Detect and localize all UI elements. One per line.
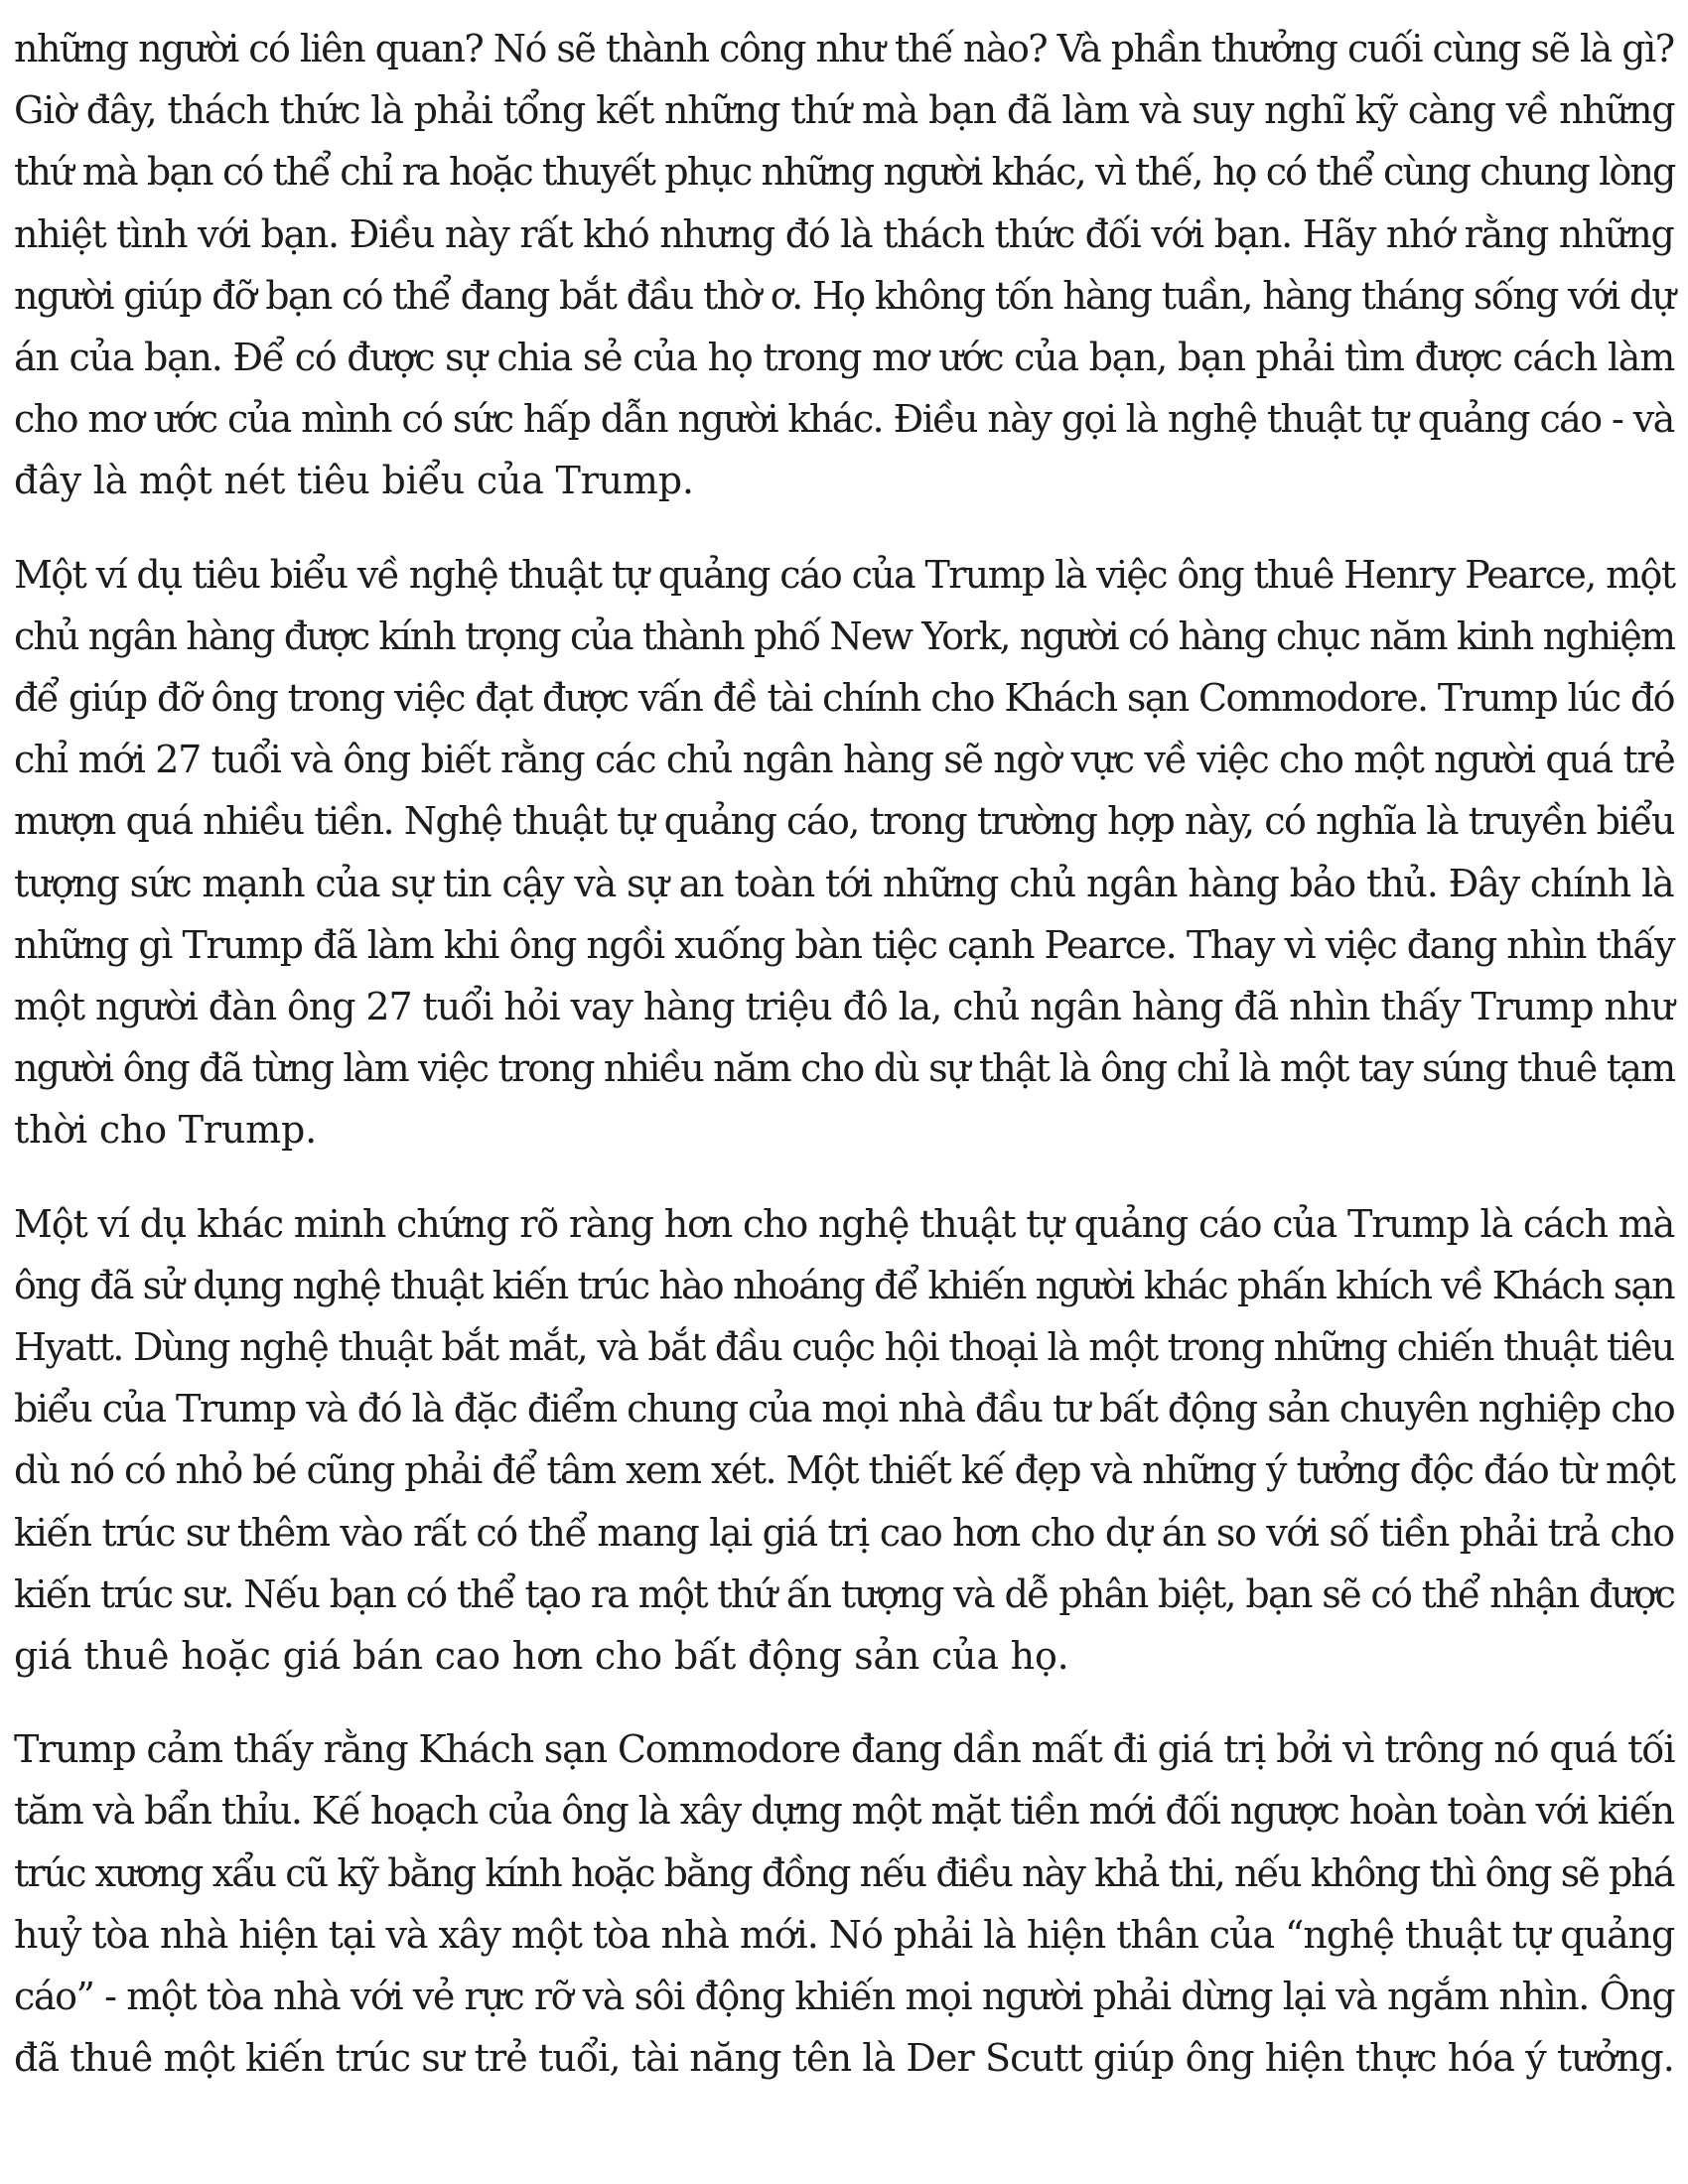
text-line: thời cho Trump.: [14, 1108, 317, 1153]
text-line: biểu của Trump và đó là đặc điểm chung của mọi nhà đầu tư bất động sản chuyên nghiệp cho: [14, 1387, 1675, 1432]
text-line: Giờ đây, thách thức là phải tổng kết những thứ mà bạn đã làm và suy nghĩ kỹ càng về những: [14, 88, 1675, 133]
text-line: những gì Trump đã làm khi ông ngồi xuống bàn tiệc cạnh Pearce. Thay vì việc đang nhìn thấy: [14, 922, 1675, 967]
text-line: người ông đã từng làm việc trong nhiều năm cho dù sự thật là ông chỉ là một tay súng thuê tạm: [14, 1046, 1675, 1091]
text-line: chỉ mới 27 tuổi và ông biết rằng các chủ ngân hàng sẽ ngờ vực về việc cho một người quá trẻ: [14, 738, 1675, 782]
paragraph-1: [14, 18, 1674, 512]
text-line: huỷ tòa nhà hiện tại và xây một tòa nhà mới. Nó phải là hiện thân của “nghệ thuật tự quảng: [14, 1912, 1675, 1957]
paragraph-3: [14, 1193, 1674, 1688]
text-line: trúc xương xẩu cũ kỹ bằng kính hoặc bằng đồng nếu điều này khả thi, nếu không thì ông sẽ phá: [14, 1850, 1674, 1895]
text-line: chủ ngân hàng được kính trọng của thành phố New York, người có hàng chục năm kinh nghiệm: [14, 614, 1675, 658]
text-line: một người đàn ông 27 tuổi hỏi vay hàng triệu đô la, chủ ngân hàng đã nhìn thấy Trump như: [14, 985, 1674, 1029]
paragraph-2: [14, 544, 1674, 1161]
text-line: án của bạn. Để có được sự chia sẻ của họ trong mơ ước của bạn, bạn phải tìm được cách làm: [14, 336, 1675, 380]
text-line: Hyatt. Dùng nghệ thuật bắt mắt, và bắt đầu cuộc hội thoại là một trong những chiến thuật tiêu: [14, 1325, 1674, 1370]
text-line: ông đã sử dụng nghệ thuật kiến trúc hào nhoáng để khiến người khác phấn khích về Khách sạn: [14, 1263, 1674, 1307]
text-line: đây là một nét tiêu biểu của Trump.: [14, 459, 694, 503]
text-line: dù nó có nhỏ bé cũng phải để tâm xem xét. Một thiết kế đẹp và những ý tưởng độc đáo từ một: [14, 1448, 1675, 1493]
text-line: kiến trúc sư thêm vào rất có thể mang lại giá trị cao hơn cho dự án so với số tiền phải trả cho: [14, 1510, 1674, 1555]
text-line: cho mơ ước của mình có sức hấp dẫn người khác. Điều này gọi là nghệ thuật tự quảng cáo - và: [14, 397, 1674, 442]
text-line: Một ví dụ tiêu biểu về nghệ thuật tự quảng cáo của Trump là việc ông thuê Henry Pearce, một: [14, 552, 1675, 597]
text-line: tăm và bẩn thỉu. Kế hoạch của ông là xây dựng một mặt tiền mới đối ngược hoàn toàn với kiến: [14, 1789, 1674, 1834]
text-line: thứ mà bạn có thể chỉ ra hoặc thuyết phục những người khác, vì thế, họ có thể cùng chung lòng: [14, 150, 1675, 195]
text-line: kiến trúc sư. Nếu bạn có thể tạo ra một thứ ấn tượng và dễ phân biệt, bạn sẽ có thể nhận được: [14, 1571, 1675, 1616]
text-line: cáo” - một tòa nhà với vẻ rực rỡ và sôi động khiến mọi người phải dừng lại và ngắm nhìn. Ông: [14, 1975, 1675, 2019]
text-line: để giúp đỡ ông trong việc đạt được vấn đề tài chính cho Khách sạn Commodore. Trump lúc đó: [14, 676, 1674, 721]
paragraph-4: [14, 1718, 1674, 2089]
text-line: giá thuê hoặc giá bán cao hơn cho bất động sản của họ.: [14, 1634, 1069, 1679]
text-line: Một ví dụ khác minh chứng rõ ràng hơn cho nghệ thuật tự quảng cáo của Trump là cách mà: [14, 1201, 1675, 1246]
text-line: nhiệt tình với bạn. Điều này rất khó nhưng đó là thách thức đối với bạn. Hãy nhớ rằng những: [14, 211, 1674, 256]
text-line: những người có liên quan? Nó sẽ thành công như thế nào? Và phần thưởng cuối cùng sẽ là gì?: [14, 27, 1674, 70]
document-page: [14, 18, 1674, 2121]
text-line: đã thuê một kiến trúc sư trẻ tuổi, tài năng tên là Der Scutt giúp ông hiện thực hóa ý tưởng.: [14, 2036, 1674, 2081]
text-line: mượn quá nhiều tiền. Nghệ thuật tự quảng cáo, trong trường hợp này, có nghĩa là truyền biểu: [14, 799, 1674, 844]
text-line: tượng sức mạnh của sự tin cậy và sự an toàn tới những chủ ngân hàng bảo thủ. Đây chính là: [14, 861, 1674, 905]
text-line: Trump cảm thấy rằng Khách sạn Commodore đang dần mất đi giá trị bởi vì trông nó quá tối: [14, 1727, 1675, 1772]
text-line: người giúp đỡ bạn có thể đang bắt đầu thờ ơ. Họ không tốn hàng tuần, hàng tháng sống với dự: [14, 273, 1675, 318]
